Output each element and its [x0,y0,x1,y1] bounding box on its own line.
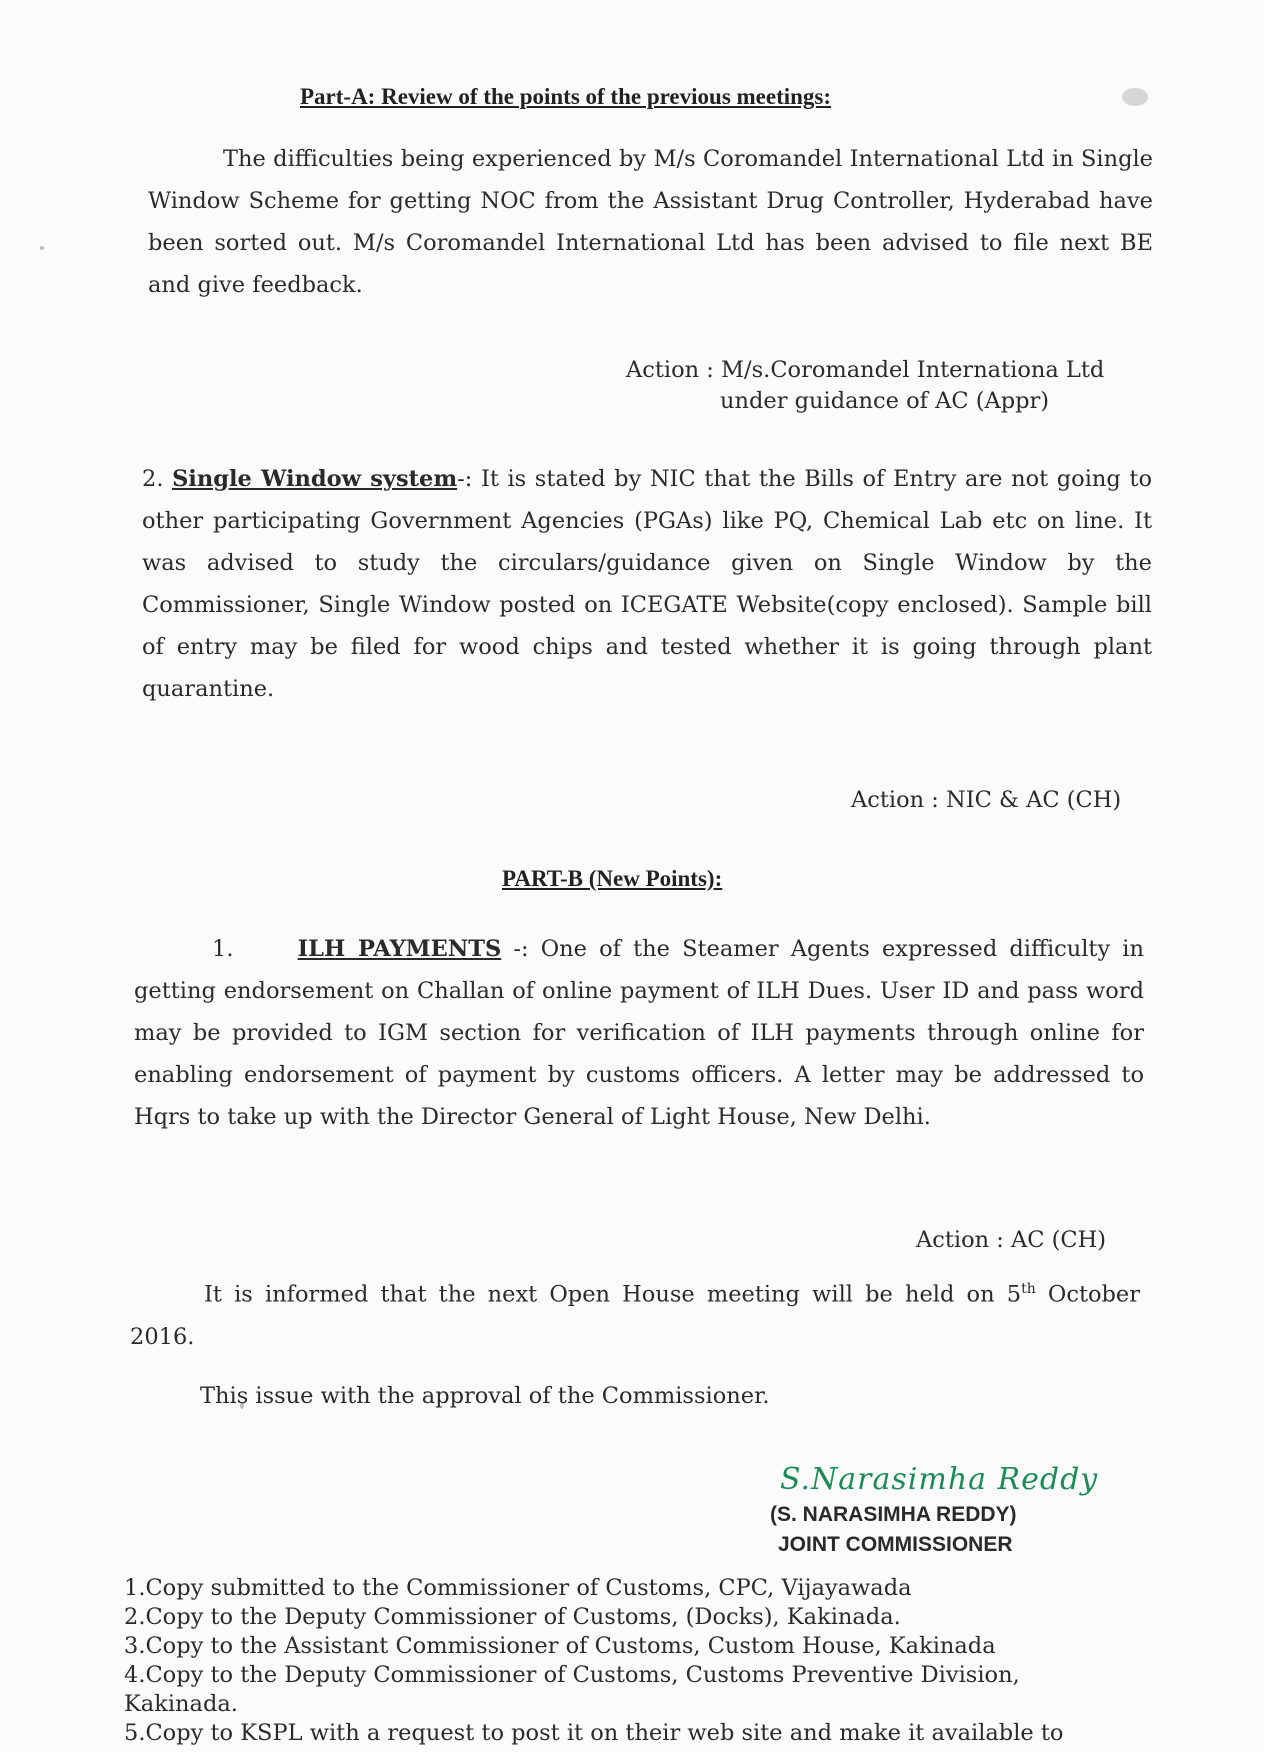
next-meeting-date: October 2016. [130,1281,1141,1350]
next-meeting-paragraph [130,1268,1140,1358]
scan-speck [1122,88,1148,106]
next-meeting-superscript: th [1021,1281,1036,1297]
scan-speck [40,246,44,250]
item-2-title: Single Window system [172,466,458,492]
part-b-item-1-text: -: One of the Steamer Agents expressed difficulty in getting endorsement on Challan of online payment of ILH Dues. User ID and pass word may be provided to IGM section for verification of ILH payments through online for enabling endorsement of payment by customs officers. A letter may be addressed to Hqrs to take up with the Director General of Light House, New Delhi. [134,936,1144,1130]
copy-item: 4.Copy to the Deputy Commissioner of Customs, Customs Preventive Division, [124,1662,1020,1688]
signatory-name: (S. NARASIMHA REDDY) [770,1503,1017,1526]
action-1-line-1: Action : M/s.Coromandel Internationa Ltd [626,357,1105,383]
part-a-paragraph-text: The difficulties being experienced by M/s Coromandel International Ltd in Single Window Scheme for getting NOC from the Assistant Drug Controller, Hyderabad have been sorted out. M/s Coromandel International Ltd has been advised to file next BE and give feedback. [148,146,1153,298]
part-b-item-1-paragraph [134,928,1144,1138]
part-a-paragraph [148,138,1153,306]
copy-item: 2.Copy to the Deputy Commissioner of Customs, (Docks), Kakinada. [124,1604,901,1630]
part-b-heading: PART-B (New Points): [502,866,723,891]
approval-line: This issue with the approval of the Commissioner. [200,1383,770,1409]
action-3: Action : AC (CH) [916,1227,1107,1253]
copy-list [124,1574,1244,1748]
action-1-line-2: under guidance of AC (Appr) [720,388,1050,414]
copy-item: 5.Copy to KSPL with a request to post it on their web site and make it available to [124,1720,1064,1746]
item-2-paragraph [142,458,1152,710]
part-a-heading: Part-A: Review of the points of the previous meetings: [300,84,832,109]
copy-item: 1.Copy submitted to the Commissioner of Customs, CPC, Vijayawada [124,1575,912,1601]
part-b-item-1-title: ILH PAYMENTS [297,936,502,962]
part-b-item-1-number: 1. [212,936,234,962]
copy-item: 3.Copy to the Assistant Commissioner of Customs, Custom House, Kakinada [124,1633,996,1659]
handwritten-signature: S.Narasimha Reddy [780,1462,1099,1497]
action-2: Action : NIC & AC (CH) [851,787,1122,813]
signatory-designation: JOINT COMMISSIONER [778,1533,1013,1556]
item-2-text: -: It is stated by NIC that the Bills of Entry are not going to other participating Government Agencies (PGAs) like PQ, Chemical Lab etc on line. It was advised to study the circulars/guidance given on Single Window by the Commissioner, Single Window posted on ICEGATE Website(copy enclosed). Sample bill of entry may be filed for wood chips and tested whether it is going through plant quarantine. [142,466,1152,702]
copy-item: Kakinada. [124,1691,238,1717]
item-2-number: 2. [142,466,164,492]
next-meeting-text: It is informed that the next Open House meeting will be held on 5 [204,1281,1022,1308]
